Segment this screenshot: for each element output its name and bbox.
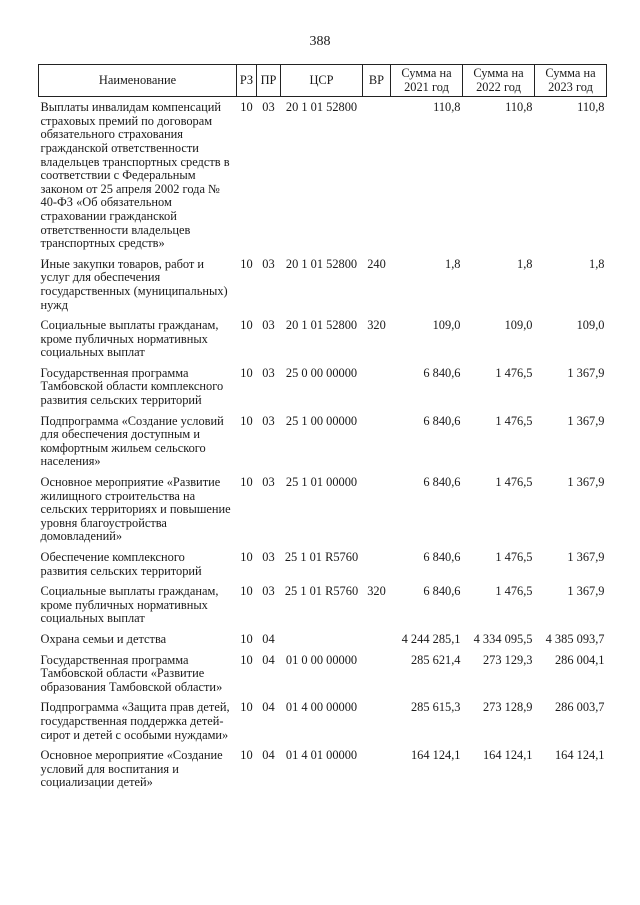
- row-sum-2022: 164 124,1: [482, 748, 533, 763]
- table-row: [39, 749, 607, 797]
- row-sum-2022: 109,0: [504, 318, 533, 333]
- table-row: [39, 101, 607, 258]
- row-name: Охрана семьи и детства: [40, 631, 167, 646]
- row-csr: 20 1 01 52800: [285, 256, 358, 271]
- row-name: Социальные выплаты гражданам, кроме публичных нормативных социальных выплат: [40, 318, 219, 360]
- row-sum-2023: 286 003,7: [554, 700, 605, 715]
- row-csr: 25 1 00 00000: [285, 413, 358, 428]
- row-csr: 25 1 01 R5760: [284, 550, 359, 564]
- row-vr: 240: [367, 256, 386, 271]
- row-pr: 03: [262, 365, 275, 380]
- row-rz: 10: [240, 365, 253, 380]
- row-vr: [363, 551, 391, 585]
- row-name: Основное мероприятие «Создание условий для воспитания и социализации детей»: [40, 748, 223, 790]
- row-csr: 25 1 01 R5760: [284, 584, 359, 599]
- header-rz: РЗ: [237, 65, 257, 97]
- header-vr: ВР: [363, 65, 391, 97]
- row-sum-2022: 110,8: [505, 100, 533, 115]
- row-csr: 01 4 01 00000: [285, 748, 358, 763]
- row-sum-2022: 1 476,5: [495, 365, 533, 380]
- row-sum-2022: 273 128,9: [482, 700, 533, 715]
- row-csr: 01 0 00 00000: [285, 652, 358, 667]
- row-name: Государственная программа Тамбовской области комплексного развития сельских территорий: [40, 365, 224, 408]
- row-sum-2023: 1 367,9: [567, 550, 605, 564]
- row-sum-2021: 285 621,4: [410, 652, 461, 667]
- table-body: [39, 97, 607, 797]
- row-rz: 10: [240, 256, 253, 271]
- row-sum-2021: 6 840,6: [423, 550, 461, 564]
- row-vr: [363, 749, 391, 797]
- row-pr: 03: [262, 413, 275, 428]
- header-csr: ЦСР: [281, 65, 363, 97]
- row-pr: 04: [262, 652, 275, 667]
- row-sum-2023: 1 367,9: [567, 413, 605, 428]
- row-rz: 10: [240, 100, 253, 115]
- row-pr: 03: [262, 256, 275, 271]
- row-sum-2022: 1,8: [517, 256, 533, 271]
- header-pr: ПР: [257, 65, 281, 97]
- row-sum-2022: 1 476,5: [495, 584, 533, 599]
- row-vr: 320: [367, 584, 386, 599]
- row-sum-2023: 1 367,9: [567, 475, 605, 490]
- row-vr: 320: [367, 318, 386, 333]
- row-sum-2021: 6 840,6: [423, 584, 461, 599]
- table-row: [39, 585, 607, 633]
- row-name: Подпрограмма «Создание условий для обеспечения доступным и комфортным жильем сельского населения»: [40, 413, 224, 469]
- table-row: [39, 367, 607, 415]
- row-pr: 04: [262, 700, 275, 715]
- row-pr: 03: [262, 475, 275, 490]
- row-vr: [363, 633, 391, 654]
- row-rz: 10: [240, 413, 253, 428]
- row-rz: 10: [240, 584, 253, 599]
- row-pr: 04: [262, 631, 275, 646]
- row-rz: 10: [240, 700, 253, 715]
- table-row: [39, 551, 607, 585]
- row-sum-2021: 6 840,6: [423, 475, 461, 490]
- header-sum-2023: Сумма на 2023 год: [535, 65, 607, 97]
- row-sum-2023: 1 367,9: [567, 584, 605, 599]
- row-sum-2021: 1,8: [445, 256, 461, 271]
- table-row: [39, 415, 607, 476]
- row-rz: 10: [240, 748, 253, 763]
- row-vr: [363, 415, 391, 476]
- row-sum-2023: 4 385 093,7: [545, 631, 605, 646]
- row-rz: 10: [240, 550, 253, 564]
- row-pr: 03: [262, 550, 275, 564]
- row-vr: [363, 101, 391, 258]
- row-sum-2021: 6 840,6: [423, 413, 461, 428]
- row-sum-2022: 1 476,5: [495, 550, 533, 564]
- row-sum-2021: 285 615,3: [410, 700, 461, 715]
- row-sum-2021: 109,0: [432, 318, 461, 333]
- budget-table: [38, 64, 607, 797]
- row-csr: 01 4 00 00000: [285, 700, 358, 715]
- row-sum-2023: 109,0: [576, 318, 605, 333]
- row-rz: 10: [240, 631, 253, 646]
- table-row: [39, 701, 607, 749]
- row-sum-2022: 4 334 095,5: [473, 631, 533, 646]
- row-name: Социальные выплаты гражданам, кроме публичных нормативных социальных выплат: [40, 584, 219, 626]
- row-name: Подпрограмма «Защита прав детей, государственная поддержка детей-сирот и детей с особыми нуждами»: [40, 700, 230, 742]
- row-pr: 03: [262, 318, 275, 333]
- row-name: Иные закупки товаров, работ и услуг для обеспечения государственных (муниципальных) нужд: [40, 256, 228, 312]
- header-name: Наименование: [39, 65, 237, 97]
- row-rz: 10: [240, 318, 253, 333]
- row-sum-2023: 164 124,1: [554, 748, 605, 763]
- row-csr: [281, 633, 363, 654]
- row-name: Выплаты инвалидам компенсаций страховых премий по договорам обязательного страхования гражданской ответственности владельцев транспортных средств в соответствии с Федеральным законом от 25 апреля 2002 года № 40-ФЗ «Об обязательном страховании гражданской ответственности владельцев транспортных средств»: [40, 100, 230, 251]
- header-sum-2021: Сумма на 2021 год: [391, 65, 463, 97]
- row-sum-2023: 1 367,9: [567, 365, 605, 380]
- row-sum-2021: 164 124,1: [410, 748, 461, 763]
- row-pr: 04: [262, 748, 275, 763]
- row-csr: 25 1 01 00000: [285, 475, 358, 490]
- row-sum-2023: 110,8: [577, 100, 605, 115]
- row-pr: 03: [262, 100, 275, 115]
- row-rz: 10: [240, 475, 253, 490]
- row-name: Основное мероприятие «Развитие жилищного строительства на сельских территориях и повышение уровня благоустройства домовладений»: [40, 475, 231, 544]
- row-sum-2021: 4 244 285,1: [401, 631, 461, 646]
- row-sum-2022: 1 476,5: [495, 413, 533, 428]
- header-sum-2022: Сумма на 2022 год: [463, 65, 535, 97]
- row-vr: [363, 476, 391, 551]
- row-pr: 03: [262, 584, 275, 599]
- row-name: Государственная программа Тамбовской области «Развитие образования Тамбовской области»: [40, 652, 223, 694]
- row-sum-2022: 273 129,3: [482, 652, 533, 667]
- row-sum-2023: 1,8: [589, 256, 605, 271]
- row-vr: [363, 367, 391, 415]
- table-row: [39, 258, 607, 319]
- row-csr: 20 1 01 52800: [285, 318, 358, 333]
- row-vr: [363, 654, 391, 702]
- table-row: [39, 633, 607, 654]
- page-number: 388: [309, 34, 331, 49]
- row-name: Обеспечение комплексного развития сельских территорий: [40, 550, 202, 578]
- row-sum-2023: 286 004,1: [554, 652, 605, 667]
- table-row: [39, 654, 607, 702]
- row-csr: 25 0 00 00000: [285, 365, 358, 380]
- table-header-row: [39, 65, 607, 97]
- table-row: [39, 319, 607, 367]
- row-vr: [363, 701, 391, 749]
- row-csr: 20 1 01 52800: [285, 100, 358, 115]
- row-sum-2021: 110,8: [433, 100, 461, 115]
- row-sum-2022: 1 476,5: [495, 475, 533, 490]
- row-sum-2021: 6 840,6: [423, 365, 461, 380]
- row-rz: 10: [240, 652, 253, 667]
- table-row: [39, 476, 607, 551]
